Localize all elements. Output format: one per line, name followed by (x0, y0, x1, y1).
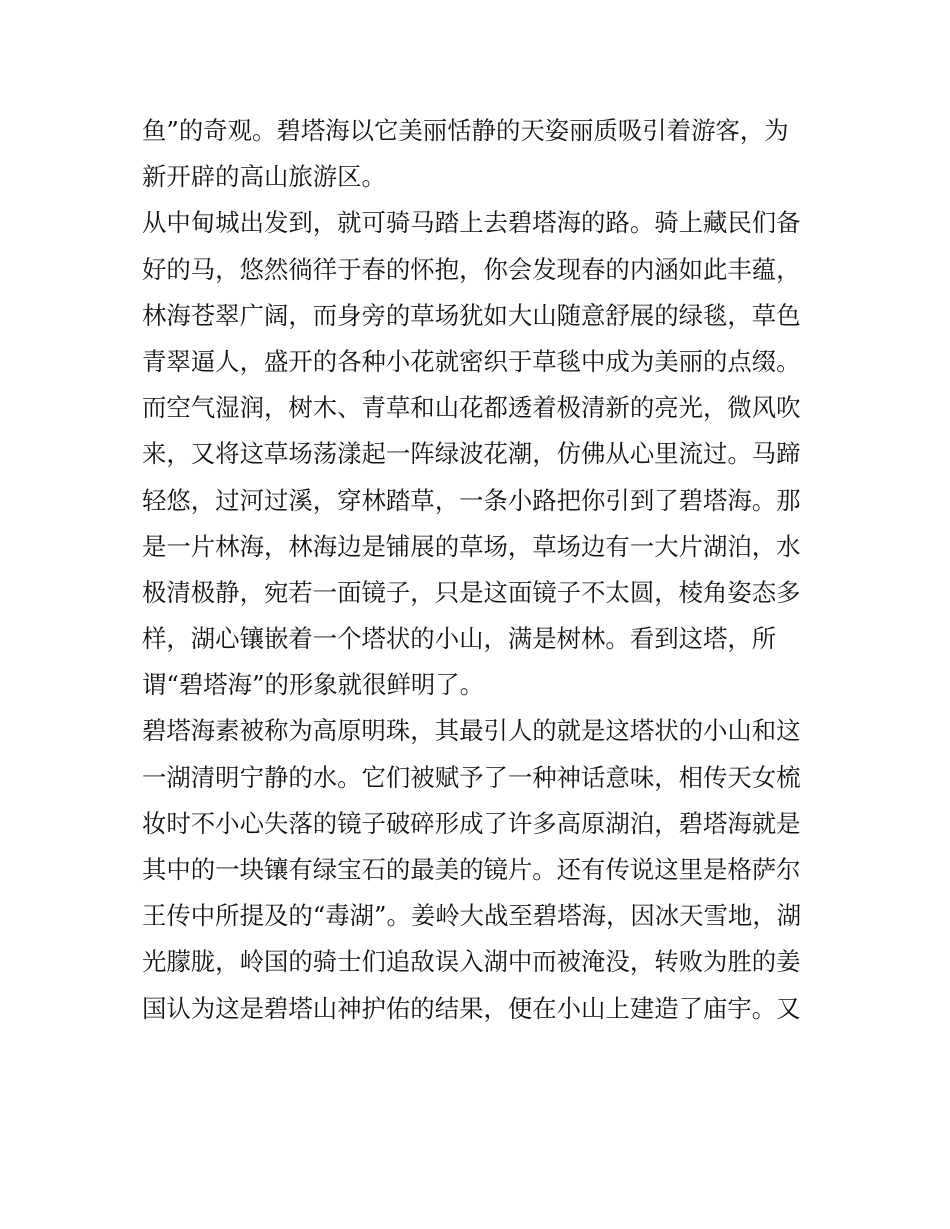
text-line-6: 青翠逼人，盛开的各种小花就密织于草毯中成为美丽的点缀。 (142, 346, 801, 376)
text-line-2: 新开辟的高山旅游区。 (142, 162, 386, 192)
text-line-5: 林海苍翠广阔，而身旁的草场犹如大山随意舒展的绿毯，草色 (142, 300, 801, 330)
text-line-7: 而空气湿润，树木、青草和山花都透着极清新的亮光，微风吹 (142, 393, 801, 423)
text-line-9: 轻悠，过河过溪，穿林踏草，一条小路把你引到了碧塔海。那 (142, 485, 801, 515)
text-line-3: 从中甸城出发到，就可骑马踏上去碧塔海的路。骑上藏民们备 (142, 208, 801, 238)
text-line-20: 国认为这是碧塔山神护佑的结果，便在小山上建造了庙宇。又 (142, 993, 801, 1023)
text-line-19: 光朦胧，岭国的骑士们追敌误入湖中而被淹没，转败为胜的姜 (142, 947, 801, 977)
text-line-12: 样，湖心镶嵌着一个塔状的小山，满是树林。看到这塔，所 (142, 624, 777, 654)
body-text (142, 108, 822, 1032)
text-line-18: 王传中所提及的“毒湖”。姜岭大战至碧塔海，因冰天雪地，湖 (142, 901, 802, 931)
text-line-8: 来，又将这草场荡漾起一阵绿波花潮，仿佛从心里流过。马蹄 (142, 439, 801, 469)
text-line-13: 谓“碧塔海”的形象就很鲜明了。 (142, 670, 485, 700)
text-line-15: 一湖清明宁静的水。它们被赋予了一种神话意味，相传天女梳 (142, 762, 801, 792)
text-line-17: 其中的一块镶有绿宝石的最美的镜片。还有传说这里是格萨尔 (142, 855, 801, 884)
text-line-11: 极清极静，宛若一面镜子，只是这面镜子不太圆，棱角姿态多 (142, 577, 801, 607)
text-line-10: 是一片林海，林海边是铺展的草场，草场边有一大片湖泊，水 (142, 531, 801, 561)
text-line-4: 好的马，悠然徜徉于春的怀抱，你会发现春的内涵如此丰蕴， (142, 254, 801, 284)
text-line-16: 妆时不小心失落的镜子破碎形成了许多高原湖泊，碧塔海就是 (142, 808, 801, 838)
text-line-1: 鱼”的奇观。碧塔海以它美丽恬静的天姿丽质吸引着游客，为 (142, 116, 789, 145)
text-line-14: 碧塔海素被称为高原明珠，其最引人的就是这塔状的小山和这 (142, 716, 801, 746)
